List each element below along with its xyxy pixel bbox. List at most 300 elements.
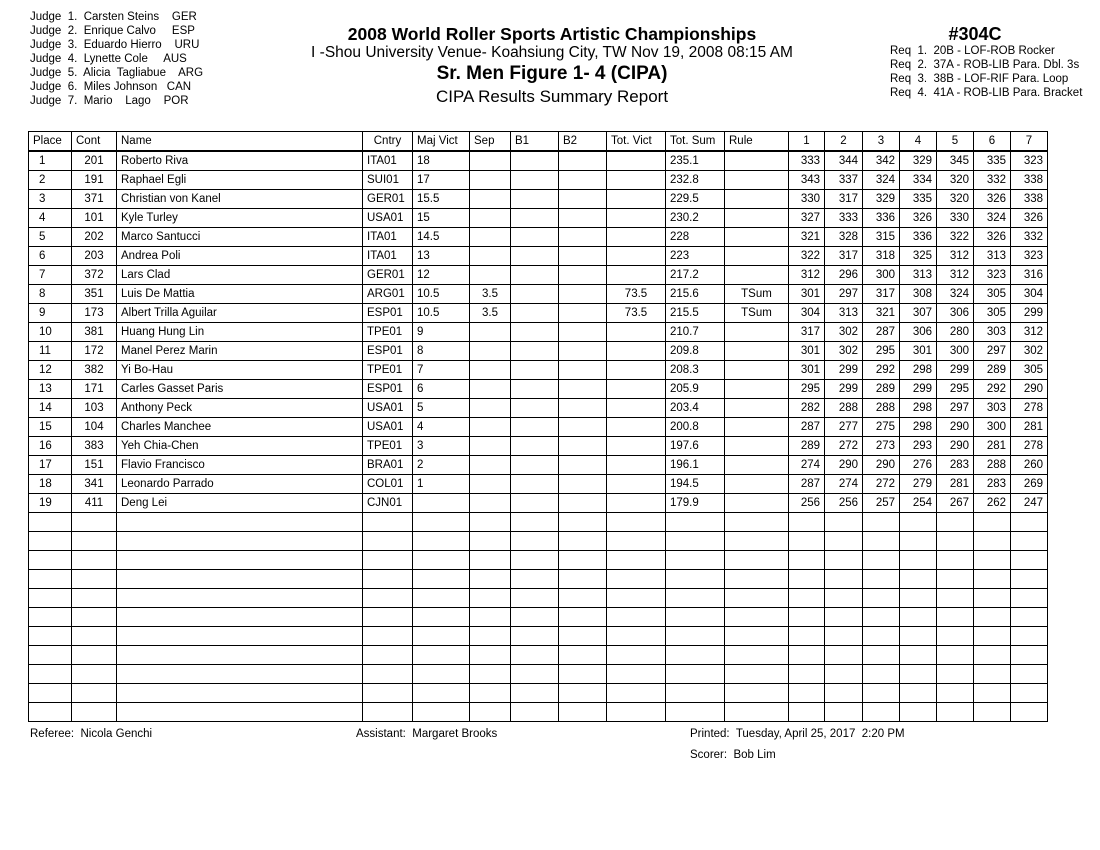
table-cell: 73.5	[607, 304, 666, 323]
championship-title: 2008 World Roller Sports Artistic Championships	[347, 24, 757, 44]
table-cell: 274	[825, 475, 863, 494]
table-cell: 277	[825, 418, 863, 437]
table-cell: 326	[974, 190, 1011, 209]
table-cell	[559, 323, 607, 342]
table-cell: 315	[863, 228, 900, 247]
column-header: 6	[974, 132, 1011, 152]
empty-cell	[937, 513, 974, 532]
table-cell	[470, 361, 511, 380]
empty-cell	[607, 646, 666, 665]
table-cell: 196.1	[666, 456, 725, 475]
empty-cell	[863, 608, 900, 627]
empty-cell	[900, 684, 937, 703]
table-cell: 312	[937, 247, 974, 266]
table-cell: 305	[974, 285, 1011, 304]
table-cell: 322	[789, 247, 825, 266]
table-cell: 11	[29, 342, 72, 361]
empty-cell	[559, 551, 607, 570]
empty-cell	[1011, 513, 1048, 532]
table-cell: 300	[974, 418, 1011, 437]
empty-cell	[72, 684, 117, 703]
table-cell: 269	[1011, 475, 1048, 494]
table-cell: 289	[789, 437, 825, 456]
empty-cell	[789, 589, 825, 608]
empty-cell	[789, 646, 825, 665]
table-cell: 351	[72, 285, 117, 304]
table-cell	[607, 342, 666, 361]
table-cell	[725, 418, 789, 437]
table-cell: 306	[900, 323, 937, 342]
empty-cell	[863, 513, 900, 532]
table-cell: 200.8	[666, 418, 725, 437]
empty-cell	[900, 665, 937, 684]
table-cell	[725, 209, 789, 228]
table-cell: 295	[789, 380, 825, 399]
empty-cell	[937, 646, 974, 665]
table-cell: 13	[29, 380, 72, 399]
table-cell: TSum	[725, 304, 789, 323]
table-cell	[607, 380, 666, 399]
table-cell: 73.5	[607, 285, 666, 304]
empty-cell	[29, 570, 72, 589]
table-cell	[559, 342, 607, 361]
table-cell: USA01	[363, 399, 413, 418]
table-cell: 330	[789, 190, 825, 209]
column-header: Tot. Sum	[666, 132, 725, 152]
table-cell	[470, 266, 511, 285]
table-cell: 321	[789, 228, 825, 247]
requirements-list	[890, 44, 1100, 100]
table-cell: 260	[1011, 456, 1048, 475]
table-cell: 307	[900, 304, 937, 323]
empty-cell	[937, 703, 974, 722]
table-cell	[607, 190, 666, 209]
empty-cell	[937, 551, 974, 570]
table-cell: 335	[974, 151, 1011, 171]
empty-cell	[363, 589, 413, 608]
table-cell: 381	[72, 323, 117, 342]
table-cell	[725, 475, 789, 494]
empty-cell	[900, 532, 937, 551]
table-cell: 298	[900, 418, 937, 437]
empty-cell	[789, 570, 825, 589]
table-cell: 14	[29, 399, 72, 418]
empty-cell	[1011, 589, 1048, 608]
empty-cell	[470, 532, 511, 551]
table-cell: 10.5	[413, 304, 470, 323]
empty-cell	[607, 551, 666, 570]
empty-cell	[725, 589, 789, 608]
empty-cell	[974, 627, 1011, 646]
table-cell	[559, 190, 607, 209]
table-cell: Luis De Mattia	[117, 285, 363, 304]
empty-cell	[863, 627, 900, 646]
event-title: Sr. Men Figure 1- 4 (CIPA)	[436, 63, 668, 84]
table-row	[29, 437, 1048, 456]
table-cell: 18	[29, 475, 72, 494]
empty-cell	[974, 589, 1011, 608]
table-cell: 201	[72, 151, 117, 171]
table-cell: 289	[974, 361, 1011, 380]
empty-cell	[725, 551, 789, 570]
empty-cell	[363, 627, 413, 646]
table-cell	[559, 361, 607, 380]
table-cell	[511, 190, 559, 209]
empty-cell	[666, 532, 725, 551]
empty-cell	[666, 551, 725, 570]
empty-cell	[559, 513, 607, 532]
table-cell: 287	[789, 418, 825, 437]
table-cell	[511, 475, 559, 494]
empty-cell	[413, 532, 470, 551]
table-row	[29, 151, 1048, 171]
table-cell: 103	[72, 399, 117, 418]
table-cell: 7	[29, 266, 72, 285]
empty-cell	[825, 627, 863, 646]
empty-cell	[1011, 703, 1048, 722]
table-cell	[607, 171, 666, 190]
empty-cell	[72, 532, 117, 551]
table-cell: Manel Perez Marin	[117, 342, 363, 361]
table-cell: 312	[937, 266, 974, 285]
table-cell: 293	[900, 437, 937, 456]
empty-cell	[511, 570, 559, 589]
table-cell	[511, 361, 559, 380]
table-cell: 301	[900, 342, 937, 361]
empty-cell	[413, 570, 470, 589]
empty-row	[29, 627, 1048, 646]
table-cell	[470, 247, 511, 266]
table-cell	[470, 418, 511, 437]
table-cell	[470, 342, 511, 361]
empty-cell	[413, 513, 470, 532]
table-cell: 321	[863, 304, 900, 323]
table-cell: 312	[789, 266, 825, 285]
table-cell: COL01	[363, 475, 413, 494]
venue-datetime: I -Shou University Venue- Koahsiung City, TW Nov 19, 2008 08:15 AM	[311, 44, 793, 61]
table-cell: 257	[863, 494, 900, 513]
empty-cell	[29, 532, 72, 551]
table-cell	[559, 228, 607, 247]
table-cell: 383	[72, 437, 117, 456]
table-cell	[511, 323, 559, 342]
table-cell: 3	[29, 190, 72, 209]
table-cell: 329	[900, 151, 937, 171]
requirement-item: Req 3. 38B - LOF-RIF Para. Loop	[890, 73, 1069, 85]
table-cell: Leonardo Parrado	[117, 475, 363, 494]
table-cell	[607, 323, 666, 342]
table-cell: 3.5	[470, 304, 511, 323]
table-cell: 191	[72, 171, 117, 190]
table-cell: 203	[72, 247, 117, 266]
table-cell	[470, 456, 511, 475]
table-cell: 335	[900, 190, 937, 209]
table-cell: 332	[1011, 228, 1048, 247]
table-cell: 281	[974, 437, 1011, 456]
table-cell	[559, 209, 607, 228]
empty-cell	[413, 627, 470, 646]
judge-item: Judge 4. Lynette Cole AUS	[30, 53, 187, 65]
table-cell: 290	[937, 437, 974, 456]
empty-cell	[29, 646, 72, 665]
table-cell: Deng Lei	[117, 494, 363, 513]
table-cell: 299	[900, 380, 937, 399]
table-row	[29, 475, 1048, 494]
report-title: CIPA Results Summary Report	[435, 87, 669, 106]
table-cell	[511, 380, 559, 399]
empty-cell	[937, 532, 974, 551]
table-cell: 2	[413, 456, 470, 475]
table-cell: Huang Hung Lin	[117, 323, 363, 342]
table-cell: Raphael Egli	[117, 171, 363, 190]
table-cell: 333	[789, 151, 825, 171]
empty-cell	[29, 703, 72, 722]
empty-cell	[29, 627, 72, 646]
table-cell	[607, 361, 666, 380]
table-cell: Anthony Peck	[117, 399, 363, 418]
empty-cell	[72, 703, 117, 722]
column-header: 3	[863, 132, 900, 152]
empty-row	[29, 665, 1048, 684]
empty-cell	[29, 551, 72, 570]
table-cell: 14.5	[413, 228, 470, 247]
table-cell: 298	[900, 399, 937, 418]
table-cell: 6	[29, 247, 72, 266]
empty-cell	[725, 627, 789, 646]
table-cell: 288	[825, 399, 863, 418]
table-cell	[511, 494, 559, 513]
table-cell: 317	[825, 247, 863, 266]
table-cell	[511, 209, 559, 228]
table-cell: 194.5	[666, 475, 725, 494]
table-cell: Carles Gasset Paris	[117, 380, 363, 399]
table-cell: 208.3	[666, 361, 725, 380]
table-cell: TPE01	[363, 323, 413, 342]
table-cell	[559, 304, 607, 323]
column-header: Name	[117, 132, 363, 152]
table-cell: 290	[825, 456, 863, 475]
column-header: 5	[937, 132, 974, 152]
empty-cell	[666, 513, 725, 532]
table-cell: 276	[900, 456, 937, 475]
header-row	[29, 132, 1048, 152]
table-cell	[607, 209, 666, 228]
table-cell	[725, 323, 789, 342]
empty-cell	[117, 551, 363, 570]
table-cell: 332	[974, 171, 1011, 190]
empty-cell	[974, 570, 1011, 589]
table-cell: 12	[413, 266, 470, 285]
table-cell: Marco Santucci	[117, 228, 363, 247]
empty-cell	[29, 665, 72, 684]
table-cell: 297	[825, 285, 863, 304]
empty-cell	[607, 589, 666, 608]
table-cell: 303	[974, 323, 1011, 342]
empty-cell	[725, 665, 789, 684]
table-cell	[511, 437, 559, 456]
judge-item: Judge 6. Miles Johnson CAN	[30, 81, 192, 93]
empty-cell	[559, 627, 607, 646]
table-cell: 210.7	[666, 323, 725, 342]
empty-cell	[863, 684, 900, 703]
table-cell	[725, 342, 789, 361]
empty-cell	[117, 646, 363, 665]
table-cell: 411	[72, 494, 117, 513]
empty-cell	[559, 703, 607, 722]
table-cell	[470, 151, 511, 171]
table-cell: 280	[937, 323, 974, 342]
table-cell: 305	[974, 304, 1011, 323]
table-cell: 336	[900, 228, 937, 247]
empty-cell	[511, 608, 559, 627]
table-row	[29, 361, 1048, 380]
table-cell: 15	[29, 418, 72, 437]
table-cell: 18	[413, 151, 470, 171]
table-cell: 323	[1011, 247, 1048, 266]
table-cell: 1	[29, 151, 72, 171]
empty-cell	[863, 665, 900, 684]
judge-item: Judge 2. Enrique Calvo ESP	[30, 25, 195, 37]
table-cell: 326	[900, 209, 937, 228]
table-cell	[725, 399, 789, 418]
empty-cell	[470, 665, 511, 684]
table-cell: 205.9	[666, 380, 725, 399]
table-cell: 317	[789, 323, 825, 342]
table-cell: Christian von Kanel	[117, 190, 363, 209]
table-cell: 317	[863, 285, 900, 304]
table-cell: SUI01	[363, 171, 413, 190]
table-cell: 10.5	[413, 285, 470, 304]
table-cell: 230.2	[666, 209, 725, 228]
table-cell	[470, 437, 511, 456]
results-table	[28, 131, 1048, 722]
table-cell: 274	[789, 456, 825, 475]
empty-cell	[725, 532, 789, 551]
empty-cell	[470, 646, 511, 665]
table-cell	[607, 228, 666, 247]
table-cell: TPE01	[363, 361, 413, 380]
empty-cell	[559, 608, 607, 627]
table-row	[29, 399, 1048, 418]
empty-cell	[974, 646, 1011, 665]
empty-cell	[974, 513, 1011, 532]
scorer: Scorer: Bob Lim	[690, 749, 776, 761]
table-cell: 326	[1011, 209, 1048, 228]
empty-cell	[413, 684, 470, 703]
empty-cell	[72, 665, 117, 684]
empty-cell	[117, 608, 363, 627]
empty-cell	[559, 665, 607, 684]
empty-row	[29, 551, 1048, 570]
empty-cell	[363, 513, 413, 532]
assistant: Assistant: Margaret Brooks	[356, 728, 498, 740]
table-cell: 333	[825, 209, 863, 228]
table-row	[29, 209, 1048, 228]
empty-cell	[511, 646, 559, 665]
empty-cell	[511, 627, 559, 646]
table-cell: Flavio Francisco	[117, 456, 363, 475]
table-cell: 330	[937, 209, 974, 228]
referee: Referee: Nicola Genchi	[30, 728, 153, 740]
table-cell	[559, 418, 607, 437]
empty-cell	[937, 627, 974, 646]
empty-cell	[470, 703, 511, 722]
table-cell: 279	[900, 475, 937, 494]
table-cell: 223	[666, 247, 725, 266]
table-cell	[559, 399, 607, 418]
table-cell	[470, 323, 511, 342]
table-cell	[559, 171, 607, 190]
empty-cell	[789, 532, 825, 551]
table-cell: TPE01	[363, 437, 413, 456]
empty-cell	[900, 703, 937, 722]
table-cell: 232.8	[666, 171, 725, 190]
empty-cell	[607, 665, 666, 684]
empty-cell	[974, 703, 1011, 722]
table-cell	[559, 380, 607, 399]
table-cell: 267	[937, 494, 974, 513]
table-cell	[725, 494, 789, 513]
table-cell: ESP01	[363, 380, 413, 399]
empty-cell	[1011, 646, 1048, 665]
table-cell: 299	[825, 361, 863, 380]
empty-cell	[29, 608, 72, 627]
empty-cell	[72, 627, 117, 646]
table-cell: ESP01	[363, 304, 413, 323]
table-cell	[607, 247, 666, 266]
empty-cell	[117, 532, 363, 551]
table-cell: 295	[937, 380, 974, 399]
table-cell	[725, 151, 789, 171]
empty-cell	[607, 703, 666, 722]
judge-item: Judge 1. Carsten Steins GER	[30, 11, 197, 23]
table-cell: 382	[72, 361, 117, 380]
empty-row	[29, 589, 1048, 608]
table-cell: 104	[72, 418, 117, 437]
table-cell: Andrea Poli	[117, 247, 363, 266]
table-cell	[559, 494, 607, 513]
table-cell: 324	[863, 171, 900, 190]
table-cell: 3	[413, 437, 470, 456]
table-cell: 215.6	[666, 285, 725, 304]
table-cell: 209.8	[666, 342, 725, 361]
empty-cell	[789, 684, 825, 703]
column-header: Rule	[725, 132, 789, 152]
table-cell: 329	[863, 190, 900, 209]
column-header: 7	[1011, 132, 1048, 152]
table-cell	[470, 475, 511, 494]
event-code-block	[890, 24, 1100, 100]
table-cell: 171	[72, 380, 117, 399]
table-cell	[607, 437, 666, 456]
table-cell	[725, 437, 789, 456]
empty-cell	[559, 532, 607, 551]
table-cell: 278	[1011, 399, 1048, 418]
table-cell: Yeh Chia-Chen	[117, 437, 363, 456]
table-cell: 5	[29, 228, 72, 247]
empty-cell	[511, 532, 559, 551]
empty-cell	[117, 570, 363, 589]
table-cell	[511, 399, 559, 418]
table-cell: 283	[974, 475, 1011, 494]
table-row	[29, 190, 1048, 209]
table-cell: 8	[413, 342, 470, 361]
table-cell	[511, 171, 559, 190]
table-cell	[511, 266, 559, 285]
empty-row	[29, 703, 1048, 722]
empty-cell	[559, 646, 607, 665]
table-cell: 344	[825, 151, 863, 171]
